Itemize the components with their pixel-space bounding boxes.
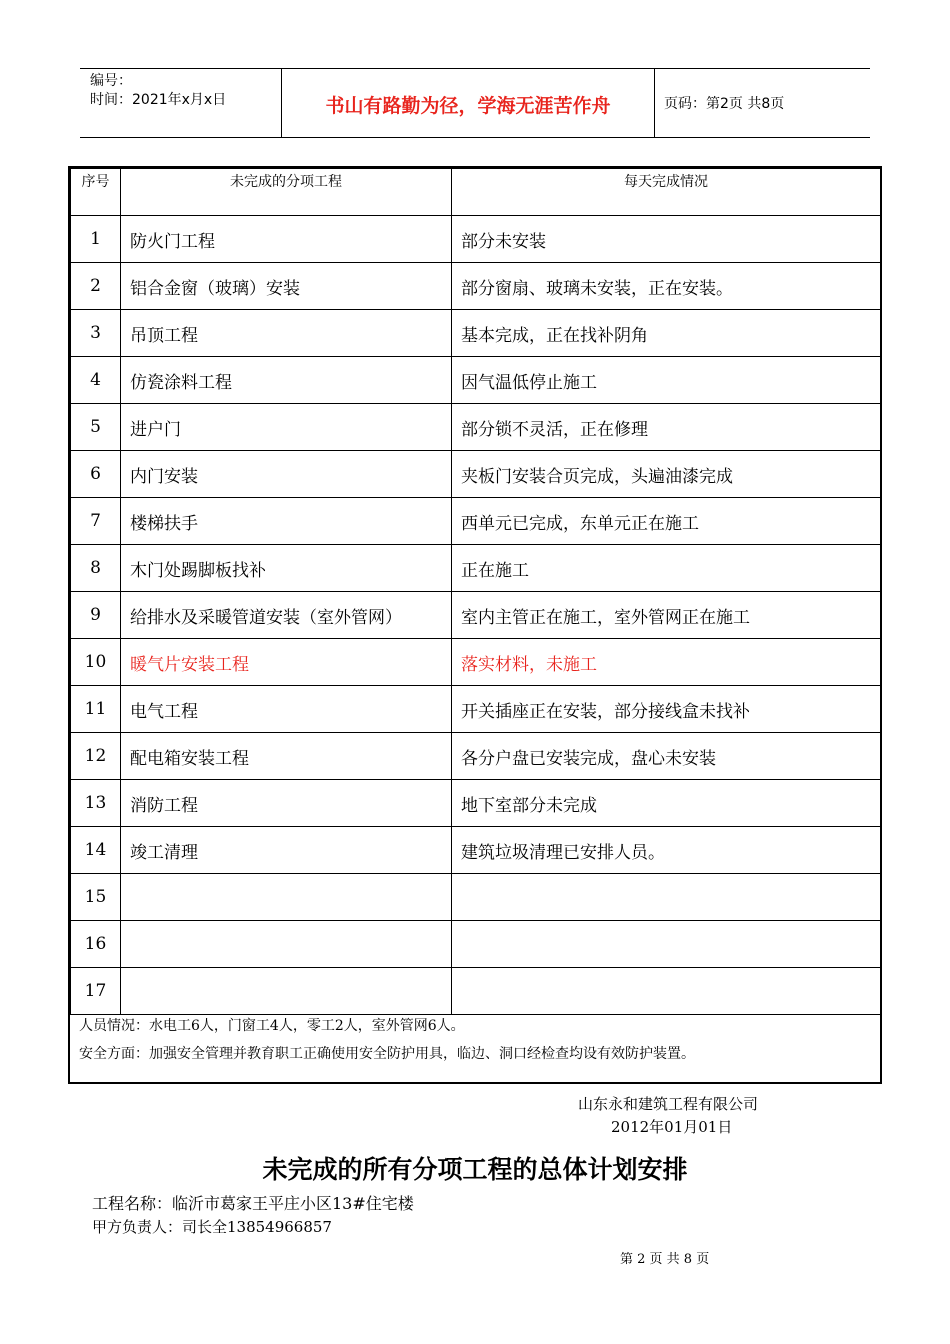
row-item: 进户门 xyxy=(121,404,452,451)
table-row xyxy=(71,451,881,498)
owner-contact: 甲方负责人：司长全13854966857 xyxy=(92,1218,332,1236)
row-status: 建筑垃圾清理已安排人员。 xyxy=(452,827,881,874)
row-status xyxy=(452,874,881,921)
row-number: 9 xyxy=(71,592,121,639)
table-row xyxy=(71,263,881,310)
table-row xyxy=(71,639,881,686)
table-row xyxy=(71,968,881,1015)
row-item: 木门处踢脚板找补 xyxy=(121,545,452,592)
table-row xyxy=(71,404,881,451)
row-number: 13 xyxy=(71,780,121,827)
row-status: 西单元已完成，东单元正在施工 xyxy=(452,498,881,545)
row-number: 16 xyxy=(71,921,121,968)
row-item: 电气工程 xyxy=(121,686,452,733)
row-number: 12 xyxy=(71,733,121,780)
header-page-label: 页码：第2页 共8页 xyxy=(664,96,785,112)
row-item: 消防工程 xyxy=(121,780,452,827)
number-label: 编号： xyxy=(90,73,132,89)
row-status: 部分未安装 xyxy=(452,216,881,263)
row-status: 基本完成，正在找补阴角 xyxy=(452,310,881,357)
staff-note: 人员情况：水电工6人，门窗工4人，零工2人，室外管网6人。 xyxy=(79,1018,465,1034)
column-header: 序号 xyxy=(71,169,121,216)
row-number: 7 xyxy=(71,498,121,545)
progress-table xyxy=(68,166,882,1084)
table-header-row xyxy=(71,169,881,216)
row-status: 部分窗扇、玻璃未安装，正在安装。 xyxy=(452,263,881,310)
header-motto: 书山有路勤为径，学海无涯苦作舟 xyxy=(325,95,611,117)
project-name: 工程名称：临沂市葛家王平庄小区13#住宅楼 xyxy=(92,1194,414,1213)
row-number: 2 xyxy=(71,263,121,310)
table-row xyxy=(71,733,881,780)
row-item: 配电箱安装工程 xyxy=(121,733,452,780)
row-item xyxy=(121,968,452,1015)
header-meta xyxy=(90,72,226,110)
table-row xyxy=(71,921,881,968)
row-number: 11 xyxy=(71,686,121,733)
row-status: 地下室部分未完成 xyxy=(452,780,881,827)
table-row xyxy=(71,498,881,545)
row-number: 3 xyxy=(71,310,121,357)
row-number: 17 xyxy=(71,968,121,1015)
row-number: 8 xyxy=(71,545,121,592)
row-status: 因气温低停止施工 xyxy=(452,357,881,404)
row-status: 开关插座正在安装，部分接线盒未找补 xyxy=(452,686,881,733)
row-item: 防火门工程 xyxy=(121,216,452,263)
row-number: 5 xyxy=(71,404,121,451)
row-status: 正在施工 xyxy=(452,545,881,592)
row-status: 各分户盘已安装完成，盘心未安装 xyxy=(452,733,881,780)
page-header xyxy=(80,68,870,138)
row-status: 夹板门安装合页完成，头遍油漆完成 xyxy=(452,451,881,498)
row-number: 15 xyxy=(71,874,121,921)
row-number: 10 xyxy=(71,639,121,686)
row-status xyxy=(452,968,881,1015)
row-status: 室内主管正在施工，室外管网正在施工 xyxy=(452,592,881,639)
row-item: 竣工清理 xyxy=(121,827,452,874)
page-footer: 第 2 页 共 8 页 xyxy=(620,1252,710,1267)
table-row xyxy=(71,310,881,357)
row-item: 吊顶工程 xyxy=(121,310,452,357)
row-item xyxy=(121,874,452,921)
row-item: 内门安装 xyxy=(121,451,452,498)
row-item: 楼梯扶手 xyxy=(121,498,452,545)
row-number: 14 xyxy=(71,827,121,874)
row-item: 仿瓷涂料工程 xyxy=(121,357,452,404)
column-header: 未完成的分项工程 xyxy=(121,169,452,216)
row-item: 暖气片安装工程 xyxy=(121,639,452,686)
header-divider xyxy=(654,69,655,137)
signature-date: 2012年01月01日 xyxy=(611,1118,733,1136)
table-row xyxy=(71,545,881,592)
table-row xyxy=(71,357,881,404)
table-row xyxy=(71,780,881,827)
row-item xyxy=(121,921,452,968)
row-number: 1 xyxy=(71,216,121,263)
column-header: 每天完成情况 xyxy=(452,169,881,216)
time-label: 时间：2021年x月x日 xyxy=(90,92,227,108)
table-row xyxy=(71,874,881,921)
table-row xyxy=(71,686,881,733)
row-number: 4 xyxy=(71,357,121,404)
row-status: 部分锁不灵活，正在修理 xyxy=(452,404,881,451)
row-status: 落实材料，未施工 xyxy=(452,639,881,686)
notes-block xyxy=(79,1012,695,1068)
row-number: 6 xyxy=(71,451,121,498)
row-item: 给排水及采暖管道安装（室外管网） xyxy=(121,592,452,639)
document-title: 未完成的所有分项工程的总体计划安排 xyxy=(262,1155,688,1184)
table-row xyxy=(71,592,881,639)
row-item: 铝合金窗（玻璃）安装 xyxy=(121,263,452,310)
company-name: 山东永和建筑工程有限公司 xyxy=(578,1095,759,1113)
table-row xyxy=(71,827,881,874)
table-row xyxy=(71,216,881,263)
safety-note: 安全方面：加强安全管理并教育职工正确使用安全防护用具，临边、洞口经检查均设有效防护装置。 xyxy=(79,1046,695,1062)
row-status xyxy=(452,921,881,968)
